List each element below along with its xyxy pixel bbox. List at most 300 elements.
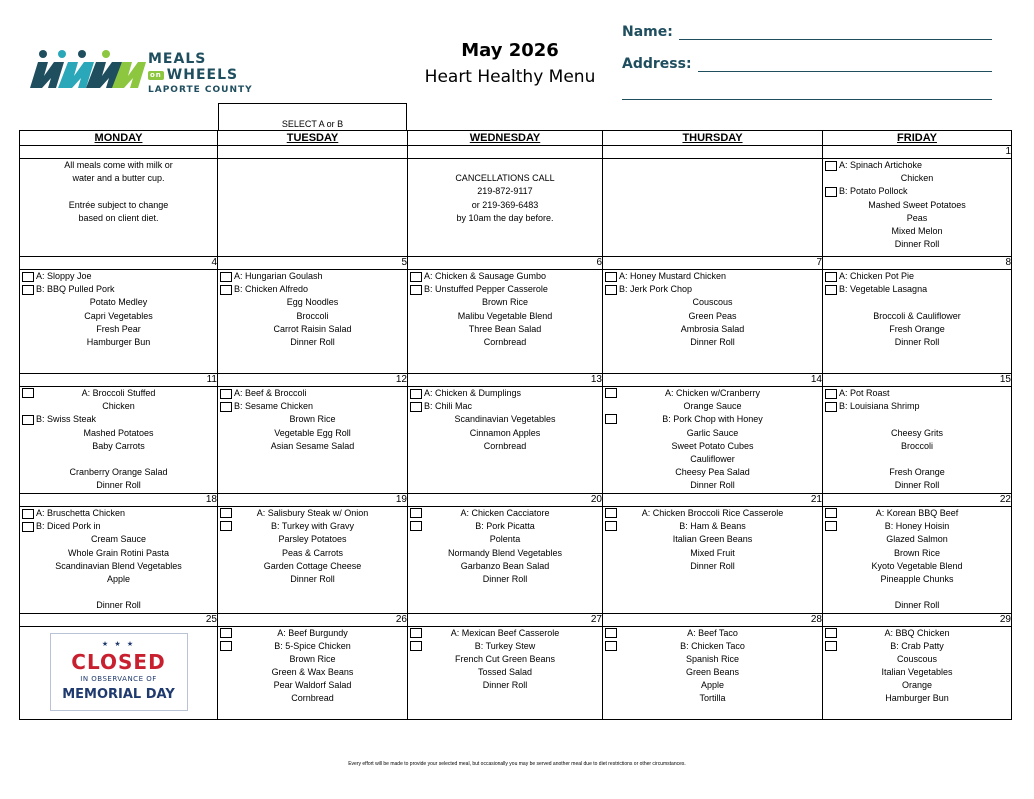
- menu-item: [408, 413, 602, 426]
- menu-item-text: B: Pork Chop with Honey: [662, 414, 763, 425]
- menu-title: [400, 40, 620, 87]
- date-number: [218, 146, 408, 159]
- day-cell: [218, 387, 408, 494]
- date-number: [603, 146, 823, 159]
- meal-checkbox[interactable]: [605, 272, 617, 282]
- date-number: 26: [218, 613, 408, 626]
- menu-item: [20, 479, 217, 492]
- closed-sign-big: CLOSED: [71, 649, 166, 674]
- date-number: [20, 146, 218, 159]
- meal-option[interactable]: [603, 413, 822, 426]
- menu-item-text: A: Pot Roast: [839, 388, 890, 398]
- meal-checkbox[interactable]: [825, 402, 837, 412]
- menu-item-text: A: Beef Burgundy: [277, 627, 348, 638]
- meal-checkbox[interactable]: [22, 522, 34, 532]
- menu-item-text: based on client diet.: [78, 212, 159, 223]
- menu-item-text: Fresh Pear: [96, 323, 141, 334]
- menu-item-text: Cheesy Pea Salad: [675, 467, 750, 478]
- menu-item-text: Dinner Roll: [96, 600, 141, 611]
- meal-option[interactable]: [218, 640, 407, 653]
- menu-item: [408, 185, 602, 198]
- menu-item-text: A: Chicken Broccoli Rice Casserole: [641, 508, 784, 518]
- meal-checkbox[interactable]: [220, 521, 232, 531]
- meal-checkbox[interactable]: [410, 272, 422, 282]
- menu-item: [408, 296, 602, 309]
- menu-item-text: A: Beef & Broccoli: [234, 388, 307, 398]
- meal-option[interactable]: [603, 270, 822, 283]
- menu-item: [823, 199, 1011, 212]
- menu-item-text: A: Spinach Artichoke: [839, 160, 923, 170]
- menu-item-text: Tortilla: [699, 693, 726, 704]
- menu-item-text: Scandinavian Blend Vegetables: [55, 560, 182, 571]
- meal-checkbox[interactable]: [825, 389, 837, 399]
- meal-checkbox[interactable]: [410, 508, 422, 518]
- meal-checkbox[interactable]: [22, 388, 34, 398]
- menu-item-text: Garbanzo Bean Salad: [460, 560, 550, 571]
- menu-item: [603, 400, 822, 413]
- menu-item: [603, 692, 822, 705]
- menu-item-text: A: Sloppy Joe: [36, 271, 92, 281]
- meal-option[interactable]: [603, 627, 822, 640]
- date-number: 18: [20, 494, 218, 507]
- meal-option[interactable]: [20, 387, 217, 400]
- menu-item-text: B: Swiss Steak: [36, 414, 97, 425]
- menu-item-text: Dinner Roll: [690, 336, 735, 347]
- menu-item: [603, 479, 822, 492]
- menu-item-text: Fresh Orange: [889, 323, 945, 334]
- menu-item: [218, 323, 407, 336]
- meal-option[interactable]: [20, 520, 217, 533]
- meal-option[interactable]: [823, 520, 1011, 533]
- menu-item-text: Dinner Roll: [290, 573, 335, 584]
- meal-checkbox[interactable]: [825, 521, 837, 531]
- day-cell: [408, 626, 603, 719]
- menu-item: [20, 599, 217, 612]
- menu-item-text: Green & Wax Beans: [271, 667, 354, 678]
- meal-checkbox[interactable]: [410, 389, 422, 399]
- meal-checkbox[interactable]: [220, 285, 232, 295]
- menu-item: [603, 336, 822, 349]
- menu-item-text: Dinner Roll: [894, 239, 940, 250]
- meal-option[interactable]: [20, 507, 217, 520]
- menu-item-text: Broccoli: [296, 310, 329, 321]
- menu-item-text: Cornbread: [291, 693, 334, 704]
- date-number: 28: [603, 613, 823, 626]
- menu-item: [218, 440, 407, 453]
- meal-option[interactable]: [823, 640, 1011, 653]
- date-number: 6: [408, 257, 603, 270]
- menu-item: [218, 573, 407, 586]
- menu-item: [823, 547, 1011, 560]
- date-row: [20, 146, 1012, 159]
- meal-checkbox[interactable]: [220, 628, 232, 638]
- menu-item-text: B: Honey Hoisin: [884, 521, 950, 532]
- menu-item: [408, 172, 602, 185]
- meal-checkbox[interactable]: [22, 509, 34, 519]
- menu-item-text: Brown Rice: [289, 414, 336, 425]
- address-field-line2[interactable]: [622, 84, 992, 100]
- menu-item-text: Green Beans: [685, 667, 740, 678]
- meal-option[interactable]: [408, 387, 602, 400]
- menu-item-text: Mashed Sweet Potatoes: [868, 199, 966, 210]
- meal-option[interactable]: [408, 640, 602, 653]
- menu-item-text: Scandinavian Vegetables: [454, 414, 556, 425]
- meal-option[interactable]: [603, 507, 822, 520]
- menu-item: [408, 679, 602, 692]
- meal-option[interactable]: [408, 627, 602, 640]
- meal-option[interactable]: [603, 640, 822, 653]
- day-cell: [20, 626, 218, 719]
- menu-item: [218, 310, 407, 323]
- menu-item: [823, 238, 1011, 251]
- menu-item: [823, 427, 1011, 440]
- meal-option[interactable]: [823, 159, 1011, 172]
- menu-item: [603, 440, 822, 453]
- menu-item-text: B: Unstuffed Pepper Casserole: [424, 284, 548, 295]
- menu-item-text: Broccoli & Cauliflower: [873, 310, 961, 321]
- date-row: [20, 613, 1012, 626]
- menu-item: [408, 560, 602, 573]
- meal-option[interactable]: [823, 283, 1011, 296]
- day-cell: [20, 159, 218, 257]
- meal-checkbox[interactable]: [825, 285, 837, 295]
- menu-item-text: Cornbread: [483, 440, 527, 451]
- day-cell: [218, 507, 408, 614]
- menu-item-text: Capri Vegetables: [84, 310, 153, 321]
- menu-item: [823, 679, 1011, 692]
- meal-checkbox[interactable]: [22, 272, 34, 282]
- day-cell: [603, 387, 823, 494]
- menu-item-text: Brown Rice: [893, 547, 940, 558]
- meal-checkbox[interactable]: [825, 508, 837, 518]
- menu-item: [603, 453, 822, 466]
- meal-checkbox[interactable]: [605, 388, 617, 398]
- day-cell: [408, 270, 603, 374]
- menu-item-text: Hamburger Bun: [885, 693, 949, 704]
- day-cell: [20, 387, 218, 494]
- menu-item-text: Dinner Roll: [290, 336, 335, 347]
- menu-item-text: Parsley Potatoes: [278, 534, 347, 545]
- meal-option[interactable]: [218, 387, 407, 400]
- menu-item: [408, 666, 602, 679]
- menu-item-text: B: Ham & Beans: [679, 521, 746, 532]
- date-number: 14: [603, 374, 823, 387]
- menu-item-text: A: Honey Mustard Chicken: [619, 271, 727, 281]
- menu-item: [603, 547, 822, 560]
- meal-checkbox[interactable]: [605, 508, 617, 518]
- menu-item: [20, 199, 217, 212]
- day-cell: [823, 626, 1012, 719]
- menu-item-text: B: Vegetable Lasagna: [839, 284, 928, 295]
- menu-item-text: Pear Waldorf Salad: [273, 680, 352, 691]
- menu-row: [20, 387, 1012, 494]
- meal-checkbox[interactable]: [825, 641, 837, 651]
- day-cell: [603, 270, 823, 374]
- meal-checkbox[interactable]: [410, 628, 422, 638]
- meal-option[interactable]: [823, 270, 1011, 283]
- menu-item-text: B: Chicken Taco: [680, 640, 745, 651]
- meal-option[interactable]: [823, 627, 1011, 640]
- meal-checkbox[interactable]: [605, 628, 617, 638]
- date-number: 4: [20, 257, 218, 270]
- meal-option[interactable]: [408, 400, 602, 413]
- menu-item: [603, 679, 822, 692]
- menu-item: [823, 692, 1011, 705]
- meal-checkbox[interactable]: [410, 641, 422, 651]
- closed-sign-small: IN OBSERVANCE OF: [80, 674, 157, 683]
- meal-option[interactable]: [20, 283, 217, 296]
- day-cell: [603, 159, 823, 257]
- date-number: 13: [408, 374, 603, 387]
- menu-item: [20, 440, 217, 453]
- menu-item: [20, 560, 217, 573]
- menu-item: [823, 586, 1011, 599]
- name-field[interactable]: [679, 23, 992, 40]
- menu-item-text: Glazed Salmon: [886, 534, 948, 545]
- meal-option[interactable]: [218, 400, 407, 413]
- meal-option[interactable]: [218, 283, 407, 296]
- menu-item-text: Egg Noodles: [286, 297, 339, 308]
- meal-checkbox[interactable]: [825, 187, 837, 197]
- meal-checkbox[interactable]: [825, 272, 837, 282]
- meal-checkbox[interactable]: [220, 402, 232, 412]
- menu-item-text: A: Mexican Beef Casserole: [450, 627, 560, 638]
- menu-row: [20, 270, 1012, 374]
- meal-checkbox[interactable]: [220, 641, 232, 651]
- menu-item-text: B: Jerk Pork Chop: [619, 284, 693, 295]
- day-cell: [408, 387, 603, 494]
- menu-item-text: Normandy Blend Vegetables: [447, 547, 563, 558]
- day-header: WEDNESDAY: [408, 131, 603, 146]
- menu-item-text: B: Crab Patty: [890, 640, 944, 651]
- menu-item: [603, 296, 822, 309]
- menu-item: [603, 666, 822, 679]
- meal-option[interactable]: [408, 283, 602, 296]
- menu-item-text: B: Louisiana Shrimp: [839, 401, 920, 412]
- menu-item: [823, 479, 1011, 492]
- menu-item-text: A: Broccoli Stuffed: [81, 388, 156, 398]
- meal-option[interactable]: [218, 520, 407, 533]
- menu-item-text: All meals come with milk or: [64, 160, 173, 170]
- date-number: 15: [823, 374, 1012, 387]
- menu-item-text: A: Chicken Cacciatore: [460, 508, 550, 518]
- meal-option[interactable]: [408, 520, 602, 533]
- day-cell: [823, 159, 1012, 257]
- menu-item-text: Dinner Roll: [482, 680, 528, 691]
- meal-option[interactable]: [20, 413, 217, 426]
- menu-item: [20, 159, 217, 172]
- menu-item-text: Asian Sesame Salad: [270, 440, 355, 451]
- meal-option[interactable]: [218, 270, 407, 283]
- menu-item: [408, 427, 602, 440]
- date-number: 27: [408, 613, 603, 626]
- menu-item: [218, 533, 407, 546]
- menu-item: [20, 427, 217, 440]
- date-number: [408, 146, 603, 159]
- menu-item-text: Three Bean Salad: [468, 323, 542, 334]
- menu-item-text: Kyoto Vegetable Blend: [871, 560, 963, 571]
- meal-option[interactable]: [603, 387, 822, 400]
- menu-item-text: Carrot Raisin Salad: [273, 323, 352, 334]
- menu-item: [408, 533, 602, 546]
- menu-item-text: Dinner Roll: [894, 480, 940, 491]
- menu-item: [20, 547, 217, 560]
- address-label: Address:: [622, 56, 692, 72]
- menu-item-text: A: BBQ Chicken: [884, 627, 950, 638]
- day-cell: [218, 159, 408, 257]
- menu-item: [823, 323, 1011, 336]
- day-cell: [218, 626, 408, 719]
- menu-row: [20, 507, 1012, 614]
- menu-item: [603, 653, 822, 666]
- menu-item-text: 219-872-9117: [477, 186, 533, 197]
- menu-item: [20, 586, 217, 599]
- meal-checkbox[interactable]: [605, 641, 617, 651]
- menu-item: [603, 427, 822, 440]
- date-number: 22: [823, 494, 1012, 507]
- date-number: 29: [823, 613, 1012, 626]
- day-header: FRIDAY: [823, 131, 1012, 146]
- menu-item-text: Baby Carrots: [92, 440, 145, 451]
- menu-item-text: CANCELLATIONS CALL: [455, 173, 555, 184]
- day-cell: [408, 507, 603, 614]
- menu-item-text: A: Beef Taco: [687, 627, 738, 638]
- meal-option[interactable]: [218, 627, 407, 640]
- date-number: 1: [823, 146, 1012, 159]
- menu-item: [823, 336, 1011, 349]
- meal-option[interactable]: [823, 507, 1011, 520]
- name-label: Name:: [622, 24, 673, 40]
- menu-calendar: [19, 130, 1012, 720]
- meal-checkbox[interactable]: [605, 521, 617, 531]
- menu-item-text: Cream Sauce: [90, 534, 147, 545]
- menu-item-text: A: Korean BBQ Beef: [875, 508, 959, 518]
- meal-checkbox[interactable]: [22, 415, 34, 425]
- meal-checkbox[interactable]: [220, 389, 232, 399]
- date-number: 25: [20, 613, 218, 626]
- menu-item: [823, 573, 1011, 586]
- menu-item: [823, 413, 1011, 426]
- menu-item-text: A: Chicken w/Cranberry: [664, 388, 761, 398]
- logo-wordmark: [148, 52, 253, 95]
- meal-checkbox[interactable]: [410, 521, 422, 531]
- menu-item-text: Chicken: [102, 401, 135, 412]
- menu-row: [20, 626, 1012, 719]
- menu-item: [823, 310, 1011, 323]
- address-field[interactable]: [698, 55, 992, 72]
- menu-item-text: Fresh Orange: [889, 467, 945, 478]
- day-cell: [823, 270, 1012, 374]
- menu-item-text: Cinnamon Apples: [469, 427, 541, 438]
- meal-checkbox[interactable]: [220, 272, 232, 282]
- menu-item-text: B: Sesame Chicken: [234, 401, 314, 412]
- menu-item-text: B: Chili Mac: [424, 401, 473, 412]
- menu-item-text: Dinner Roll: [894, 600, 940, 611]
- date-number: 11: [20, 374, 218, 387]
- day-cell: [603, 507, 823, 614]
- menu-item-text: Hamburger Bun: [86, 336, 151, 347]
- meal-option[interactable]: [823, 400, 1011, 413]
- menu-item-text: B: Chicken Alfredo: [234, 284, 309, 295]
- meal-option[interactable]: [603, 283, 822, 296]
- date-number: 12: [218, 374, 408, 387]
- meal-option[interactable]: [823, 185, 1011, 198]
- day-header: THURSDAY: [603, 131, 823, 146]
- menu-item-text: Vegetable Egg Roll: [274, 427, 351, 438]
- menu-item: [218, 336, 407, 349]
- menu-item: [218, 547, 407, 560]
- menu-item-text: Dinner Roll: [690, 560, 735, 571]
- meal-option[interactable]: [408, 507, 602, 520]
- date-row: [20, 494, 1012, 507]
- meal-checkbox[interactable]: [220, 508, 232, 518]
- meal-checkbox[interactable]: [605, 285, 617, 295]
- menu-item-text: Dinner Roll: [482, 573, 528, 584]
- meal-checkbox[interactable]: [825, 628, 837, 638]
- menu-item: [823, 599, 1011, 612]
- menu-item-text: Dinner Roll: [894, 336, 940, 347]
- meal-checkbox[interactable]: [605, 414, 617, 424]
- menu-item-text: Orange: [901, 680, 933, 691]
- menu-item: [408, 653, 602, 666]
- menu-item: [218, 427, 407, 440]
- menu-item: [218, 666, 407, 679]
- menu-item: [823, 225, 1011, 238]
- meal-checkbox[interactable]: [825, 161, 837, 171]
- menu-item: [20, 336, 217, 349]
- menu-item-text: Mixed Fruit: [690, 547, 735, 558]
- menu-item: [20, 296, 217, 309]
- menu-item: [603, 466, 822, 479]
- logo-wheels: WHEELS: [166, 67, 239, 83]
- meal-option[interactable]: [218, 507, 407, 520]
- menu-item: [408, 212, 602, 225]
- menu-item-text: Apple: [106, 573, 131, 584]
- meal-checkbox[interactable]: [22, 285, 34, 295]
- meal-checkbox[interactable]: [410, 285, 422, 295]
- menu-item: [408, 547, 602, 560]
- menu-item-text: Entrée subject to change: [68, 199, 169, 210]
- menu-item: [20, 400, 217, 413]
- day-header: MONDAY: [20, 131, 218, 146]
- menu-item-text: Chicken: [900, 173, 934, 184]
- menu-item: [20, 573, 217, 586]
- meal-checkbox[interactable]: [410, 402, 422, 412]
- menu-item-text: Brown Rice: [289, 653, 336, 664]
- menu-item: [408, 323, 602, 336]
- day-cell: [823, 387, 1012, 494]
- menu-item: [823, 172, 1011, 185]
- menu-item-text: Cranberry Orange Salad: [69, 467, 168, 478]
- meal-option[interactable]: [603, 520, 822, 533]
- menu-item-text: Broccoli: [900, 440, 933, 451]
- meal-option[interactable]: [823, 387, 1011, 400]
- menu-row: [20, 159, 1012, 257]
- meal-option[interactable]: [408, 270, 602, 283]
- day-header: TUESDAY: [218, 131, 408, 146]
- date-number: 5: [218, 257, 408, 270]
- menu-item-text: by 10am the day before.: [456, 212, 554, 223]
- meal-option[interactable]: [20, 270, 217, 283]
- menu-item-text: Orange Sauce: [683, 401, 742, 412]
- menu-item-text: A: Bruschetta Chicken: [36, 508, 126, 518]
- menu-item-text: Green Peas: [688, 310, 737, 321]
- menu-item: [408, 440, 602, 453]
- menu-item: [823, 533, 1011, 546]
- menu-item-text: A: Chicken & Dumplings: [424, 388, 522, 398]
- menu-item: [218, 679, 407, 692]
- menu-item: [20, 453, 217, 466]
